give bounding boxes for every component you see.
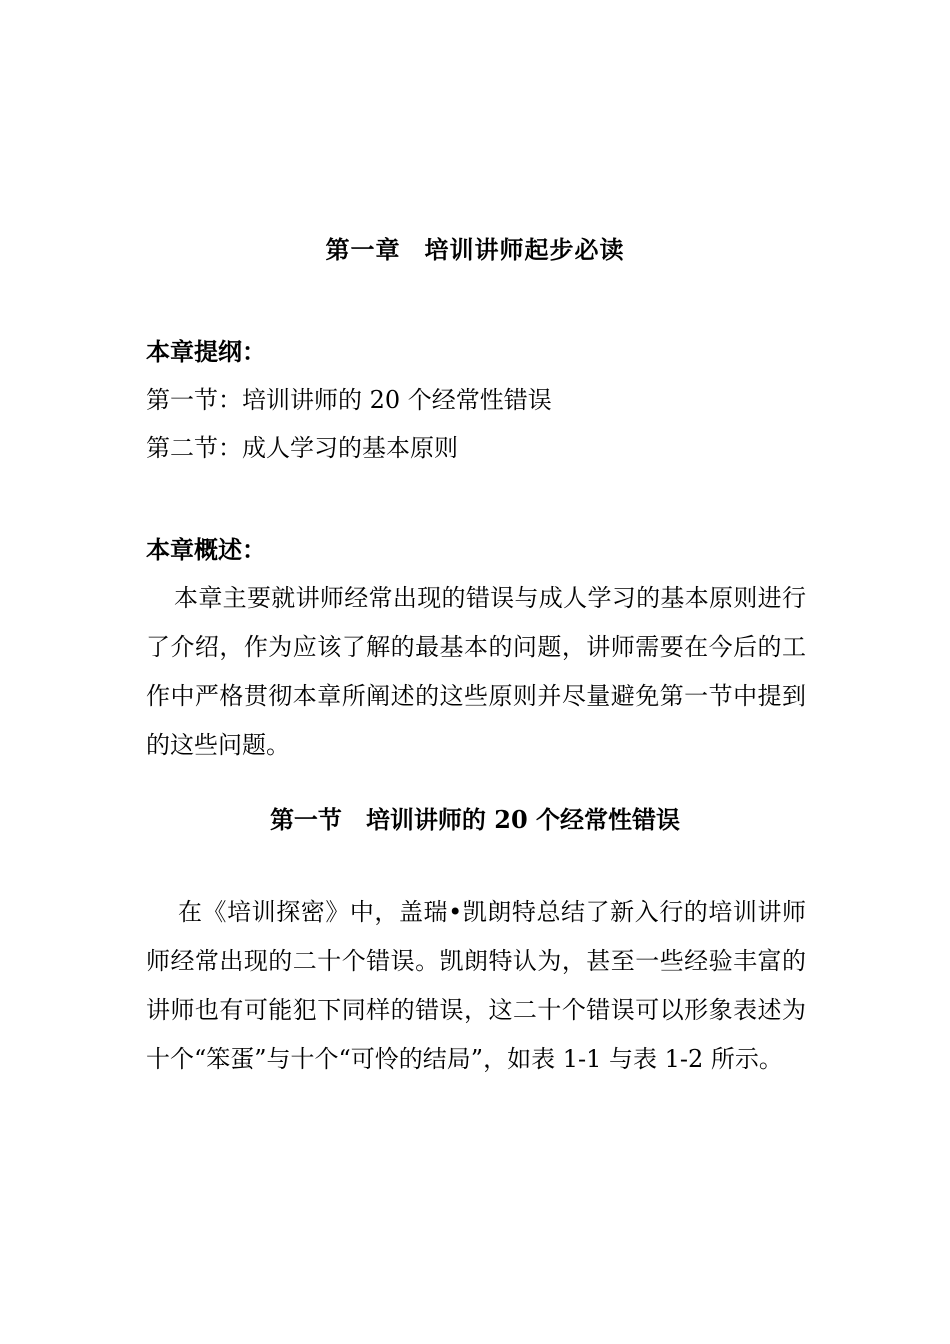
chapter-number: 第一章 bbox=[325, 235, 401, 264]
outline-heading: 本章提纲： bbox=[146, 337, 266, 366]
section-number: 第一节 bbox=[269, 805, 342, 834]
outline-item-2: 第二节：成人学习的基本原则 bbox=[146, 434, 458, 462]
chapter-name: 培训讲师起步必读 bbox=[424, 235, 625, 264]
overview-section bbox=[146, 526, 806, 770]
section-body bbox=[146, 888, 806, 1084]
overview-heading: 本章概述： bbox=[146, 535, 266, 564]
outline-section bbox=[146, 328, 806, 472]
section-title bbox=[0, 802, 950, 838]
chapter-title bbox=[0, 232, 950, 268]
section-paragraph: 在《培训探密》中，盖瑞•凯朗特总结了新入行的培训讲师师经常出现的二十个错误。凯朗特认为，甚至一些经验丰富的讲师也有可能犯下同样的错误，这二十个错误可以形象表述为十个“笨蛋”与十个“可怜的结局”，如表 1-1 与表 1-2 所示。 bbox=[146, 898, 806, 1073]
outline-item-1: 第一节：培训讲师的 20 个经常性错误 bbox=[146, 386, 552, 414]
overview-paragraph: 本章主要就讲师经常出现的错误与成人学习的基本原则进行了介绍，作为应该了解的最基本的问题，讲师需要在今后的工作中严格贯彻本章所阐述的这些原则并尽量避免第一节中提到的这些问题。 bbox=[146, 584, 806, 759]
section-name: 培训讲师的 20 个经常性错误 bbox=[365, 805, 681, 834]
